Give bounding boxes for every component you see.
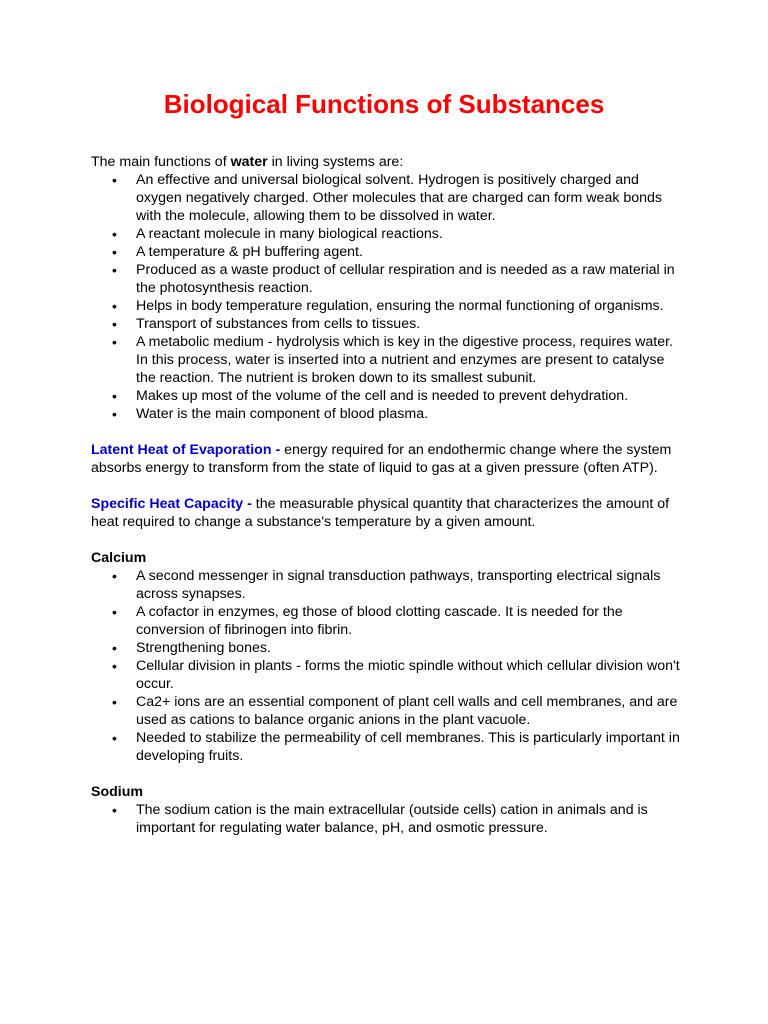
spacer xyxy=(91,423,681,441)
water-functions-list xyxy=(91,171,681,423)
page-title: Biological Functions of Substances xyxy=(163,89,605,119)
calcium-heading: Calcium xyxy=(91,550,147,566)
list-item: • Water is the main component of blood plasma. xyxy=(136,405,681,423)
latent-heat-text: energy required for an endothermic change where the system absorbs energy to transform from the state of liquid to gas at a given pressure (often ATP). xyxy=(91,442,672,476)
list-item: • A cofactor in enzymes, eg those of blood clotting cascade. It is needed for the conversion of fibrinogen into fibrin. xyxy=(136,603,681,639)
list-item: • The sodium cation is the main extracellular (outside cells) cation in animals and is important for regulating water balance, pH, and osmotic pressure. xyxy=(136,801,681,837)
list-item: • Produced as a waste product of cellular respiration and is needed as a raw material in the photosynthesis reaction. xyxy=(136,261,681,297)
latent-heat-definition xyxy=(91,441,681,477)
spacer xyxy=(91,765,681,783)
sodium-functions-list xyxy=(91,801,681,837)
water-keyword: water xyxy=(230,154,268,170)
specific-heat-definition xyxy=(91,495,681,531)
list-item: • Cellular division in plants - forms the miotic spindle without which cellular division won't occur. xyxy=(136,657,681,693)
spacer xyxy=(91,477,681,495)
water-intro-before: The main functions of xyxy=(91,154,231,170)
list-item: • A reactant molecule in many biological reactions. xyxy=(136,225,681,243)
water-intro-after: in living systems are: xyxy=(267,154,404,170)
list-item: • Transport of substances from cells to tissues. xyxy=(136,315,681,333)
sodium-heading: Sodium xyxy=(91,784,144,800)
list-item: • A second messenger in signal transduction pathways, transporting electrical signals across synapses. xyxy=(136,567,681,603)
document-body xyxy=(91,153,681,837)
list-item: • Ca2+ ions are an essential component of plant cell walls and cell membranes, and are used as cations to balance organic anions in the plant vacuole. xyxy=(136,693,681,729)
list-item: • Strengthening bones. xyxy=(136,639,681,657)
list-item: • A temperature & pH buffering agent. xyxy=(136,243,681,261)
specific-heat-text: the measurable physical quantity that characterizes the amount of heat required to change a substance's temperature by a given amount. xyxy=(91,496,670,530)
specific-heat-term: Specific Heat Capacity - xyxy=(91,496,252,512)
list-item: • Helps in body temperature regulation, ensuring the normal functioning of organisms. xyxy=(136,297,681,315)
calcium-functions-list xyxy=(91,567,681,765)
list-item: • A metabolic medium - hydrolysis which is key in the digestive process, requires water. In this process, water is inserted into a nutrient and enzymes are present to catalyse the reaction. The nutrient is broken down to its smallest subunit. xyxy=(136,333,681,387)
water-intro xyxy=(91,153,681,171)
latent-heat-term: Latent Heat of Evaporation - xyxy=(91,442,281,458)
list-item: • Needed to stabilize the permeability of cell membranes. This is particularly important in developing fruits. xyxy=(136,729,681,765)
list-item: • An effective and universal biological solvent. Hydrogen is positively charged and oxygen negatively charged. Other molecules that are charged can form weak bonds with the molecule, allowing them to be dissolved in water. xyxy=(136,171,681,225)
list-item: • Makes up most of the volume of the cell and is needed to prevent dehydration. xyxy=(136,387,681,405)
spacer xyxy=(91,531,681,549)
